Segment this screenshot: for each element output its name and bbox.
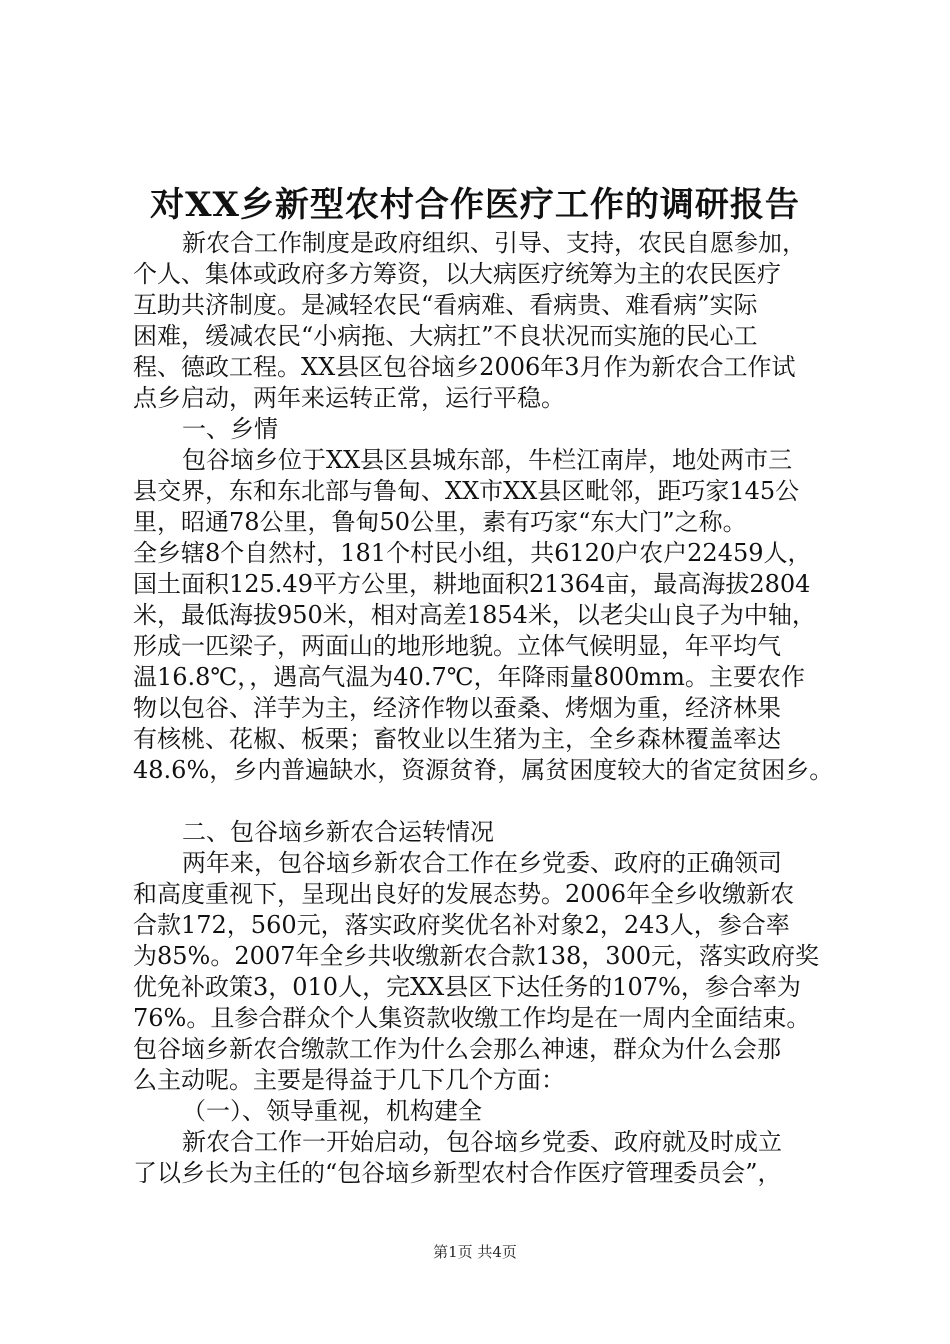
text-line: 76%。且参合群众个人集资款收缴工作均是在一周内全面结束。 <box>133 1004 811 1032</box>
text-line: 物以包谷、洋芋为主，经济作物以蚕桑、烤烟为重，经济林果 <box>133 694 781 722</box>
text-line: 了以乡长为主任的“包谷垴乡新型农村合作医疗管理委员会”， <box>133 1159 782 1187</box>
text-line: 点乡启动，两年来运转正常，运行平稳。 <box>133 384 565 412</box>
text-line: 48.6%，乡内普遍缺水，资源贫脊，属贫困度较大的省定贫困乡。 <box>133 756 834 784</box>
text-line: 困难，缓减农民“小病拖、大病扛”不良状况而实施的民心工 <box>133 322 758 350</box>
text-line: 优免补政策3，010人，完XX县区下达任务的107%，参合率为 <box>133 973 801 1001</box>
text-line: 国土面积125.49平方公里，耕地面积21364亩，最高海拔2804 <box>133 570 811 598</box>
page-number: 第1页 共4页 <box>433 1243 517 1261</box>
text-line: 有核桃、花椒、板栗；畜牧业以生猪为主，全乡森林覆盖率达 <box>133 725 781 753</box>
text-line: 为85%。2007年全乡共收缴新农合款138，300元，落实政府奖 <box>133 942 820 970</box>
text-line: 和高度重视下，呈现出良好的发展态势。2006年全乡收缴新农 <box>133 880 795 908</box>
text-line: 形成一匹梁子，两面山的地形地貌。立体气候明显，年平均气 <box>133 632 781 660</box>
text-line: 新农合工作一开始启动，包谷垴乡党委、政府就及时成立 <box>182 1128 782 1156</box>
section-heading: 二、包谷垴乡新农合运转情况 <box>182 818 494 846</box>
text-line: 两年来，包谷垴乡新农合工作在乡党委、政府的正确领司 <box>182 849 782 877</box>
document-body <box>133 228 833 1189</box>
text-line: 个人、集体或政府多方筹资，以大病医疗统筹为主的农民医疗 <box>133 260 781 288</box>
text-line: 程、德政工程。XX县区包谷垴乡2006年3月作为新农合工作试 <box>133 353 796 381</box>
section-heading: 一、乡情 <box>182 415 278 443</box>
text-line: 互助共济制度。是减轻农民“看病难、看病贵、难看病”实际 <box>133 291 758 319</box>
blank-line <box>133 786 833 817</box>
text-line: 全乡辖8个自然村，181个村民小组，共6120户农户22459人， <box>133 539 812 567</box>
document-title: 对XX乡新型农村合作医疗工作的调研报告 <box>150 185 800 225</box>
text-line: 米，最低海拔950米，相对高差1854米，以老尖山良子为中轴， <box>133 601 816 629</box>
text-line: 么主动呢。主要是得益于几下几个方面： <box>133 1066 565 1094</box>
text-line: 包谷垴乡位于XX县区县城东部，牛栏江南岸，地处两市三 <box>182 446 793 474</box>
text-line: 县交界，东和东北部与鲁甸、XX市XX县区毗邻，距巧家145公 <box>133 477 800 505</box>
text-line: 新农合工作制度是政府组织、引导、支持，农民自愿参加， <box>182 229 806 257</box>
text-line: 温16.8℃，，遇高气温为40.7℃，年降雨量800mm。主要农作 <box>133 663 805 691</box>
text-line: 合款172，560元，落实政府奖优名补对象2，243人，参合率 <box>133 911 790 939</box>
text-line: 里，昭通78公里，鲁甸50公里，素有巧家“东大门”之称。 <box>133 508 747 536</box>
subsection-heading: （一）、领导重视，机构建全 <box>182 1097 482 1125</box>
text-line: 包谷垴乡新农合缴款工作为什么会那么神速，群众为什么会那 <box>133 1035 781 1063</box>
